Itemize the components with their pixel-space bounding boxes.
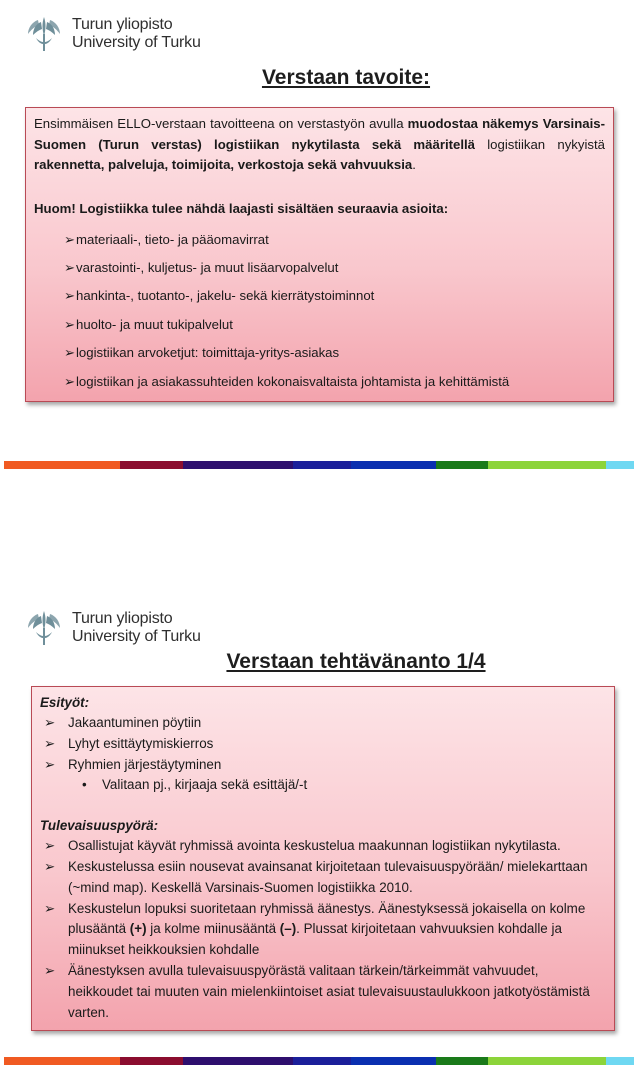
tulevaisuuspyora-list — [40, 836, 606, 1023]
slide-verstaan-tavoite — [0, 0, 644, 475]
bullet-dot-icon: • — [82, 777, 87, 793]
intro-paragraph — [34, 114, 605, 176]
list-item — [34, 226, 605, 254]
list-item — [40, 961, 606, 1023]
stripe-segment — [436, 1057, 488, 1065]
color-stripe — [4, 1057, 634, 1065]
slide-title: Verstaan tavoite: — [261, 66, 431, 89]
list-item-text: varastointi-, kuljetus- ja muut lisäarvopalvelut — [76, 259, 339, 275]
arrow-bullet-icon: ➢ — [64, 345, 76, 361]
arrow-bullet-icon: ➢ — [44, 900, 56, 916]
university-emblem-icon — [24, 608, 64, 648]
arrow-bullet-icon: ➢ — [44, 858, 56, 874]
slide-verstaan-tehtavananto — [0, 598, 644, 1074]
text-run: logistiikan nykyistä — [475, 136, 606, 152]
list-item — [40, 836, 606, 857]
section-title-esityot: Esityöt: — [40, 695, 90, 710]
list-item-text: hankinta-, tuotanto-, jakelu- sekä kierrätystoiminnot — [76, 288, 375, 304]
list-item — [34, 282, 605, 310]
logo-line-english: University of Turku — [72, 628, 201, 645]
list-item-text: materiaali-, tieto- ja pääomavirrat — [76, 231, 269, 247]
arrow-bullet-icon: ➢ — [64, 259, 76, 275]
text-run: . Plussat kirjoitetaan vahvuuksien kohdalle ja miinukset heikkouksien kohdalle — [68, 921, 562, 958]
section-title-tulevaisuuspyora: Tulevaisuuspyörä: — [40, 818, 159, 834]
stripe-segment — [120, 1057, 183, 1065]
sub-list-item — [40, 775, 606, 796]
list-item-text: huolto- ja muut tukipalvelut — [76, 316, 233, 332]
slide-title: Verstaan tehtävänanto 1/4 — [226, 650, 486, 673]
arrow-bullet-icon: ➢ — [64, 231, 76, 247]
text-run: Osallistujat käyvät ryhmissä avointa keskustelua maakunnan logistiikan nykytilasta. — [68, 838, 561, 854]
stripe-segment — [293, 461, 351, 469]
stripe-segment — [606, 1057, 634, 1065]
list-item — [40, 713, 606, 734]
list-item-text: Jakaantuminen pöytiin — [68, 715, 202, 730]
text-run: Keskustelun lopuksi suoritetaan ryhmissä äänestys. Äänestyksessä jokaisella on kolme plusääntä — [68, 900, 586, 937]
text-run: (–) — [279, 921, 297, 937]
arrow-bullet-icon: ➢ — [44, 756, 56, 772]
arrow-bullet-icon: ➢ — [44, 838, 56, 854]
list-item-text: Valitaan pj., kirjaaja sekä esittäjä/-t — [102, 777, 308, 793]
list-item-text: Lyhyt esittäytymiskierros — [68, 735, 214, 751]
stripe-segment — [120, 461, 183, 469]
stripe-segment — [183, 461, 293, 469]
text-run: rakennetta, palveluja, toimijoita, verkostoja sekä vahvuuksia — [34, 157, 413, 172]
list-item — [34, 311, 605, 339]
color-stripe — [4, 461, 634, 469]
university-emblem-icon — [24, 14, 64, 54]
list-item — [34, 339, 605, 367]
stripe-segment — [606, 461, 634, 469]
text-run: . — [412, 157, 416, 172]
content-box — [25, 107, 614, 402]
stripe-segment — [351, 1057, 436, 1065]
logistics-topics-list — [34, 226, 605, 396]
arrow-bullet-icon: ➢ — [64, 373, 76, 389]
stripe-segment — [488, 1057, 606, 1065]
esityot-list — [40, 713, 606, 796]
list-item-text: logistiikan arvoketjut: toimittaja-yritys-asiakas — [76, 345, 340, 361]
stripe-segment — [183, 1057, 293, 1065]
list-item — [40, 734, 606, 755]
list-item — [40, 755, 606, 776]
list-item-text: logistiikan ja asiakassuhteiden kokonaisvaltaista johtamista ja kehittämistä — [76, 373, 510, 389]
text-run: Äänestyksen avulla tulevaisuuspyörästä valitaan tärkein/tärkeimmät vahvuudet, heikkoudet tai muuten vain mielenkiintoiset asiat tulevaisuustaulukkoon jatkotyöstämistä varten. — [68, 962, 590, 1020]
note-heading: Huom! Logistiikka tulee nähdä laajasti sisältäen seuraavia asioita: — [34, 200, 449, 216]
arrow-bullet-icon: ➢ — [44, 715, 56, 730]
text-run: Keskustelussa esiin nousevat avainsanat kirjoitetaan tulevaisuuspyörään/ mielekarttaan (~mind map). Keskellä Varsinais-Suomen logistiikka 2010. — [68, 858, 588, 895]
university-logo — [24, 608, 201, 648]
stripe-segment — [351, 461, 436, 469]
logo-line-finnish: Turun yliopisto — [72, 16, 173, 33]
logo-line-finnish: Turun yliopisto — [72, 610, 173, 627]
list-item-text: Ryhmien järjestäytyminen — [68, 756, 222, 772]
list-item — [34, 254, 605, 282]
stripe-segment — [4, 1057, 120, 1065]
logo-line-english: University of Turku — [72, 34, 201, 51]
stripe-segment — [436, 461, 488, 469]
stripe-segment — [4, 461, 120, 469]
text-run: muodostaa näkemys Varsinais-Suomen (Turun verstas) logistiikan nykytilasta sekä määritellä — [34, 116, 606, 152]
content-box — [31, 686, 615, 1031]
list-item — [40, 899, 606, 961]
arrow-bullet-icon: ➢ — [64, 288, 76, 304]
text-run: (+) — [129, 921, 147, 937]
text-run: Ensimmäisen ELLO-verstaan tavoitteena on verstastyön avulla — [34, 116, 408, 131]
stripe-segment — [293, 1057, 351, 1065]
stripe-segment — [488, 461, 606, 469]
list-item — [34, 368, 605, 396]
arrow-bullet-icon: ➢ — [44, 735, 56, 751]
arrow-bullet-icon: ➢ — [44, 962, 56, 978]
list-item — [40, 857, 606, 899]
text-run: ja kolme miinusääntä — [146, 921, 280, 937]
arrow-bullet-icon: ➢ — [64, 316, 76, 332]
university-logo — [24, 14, 201, 54]
